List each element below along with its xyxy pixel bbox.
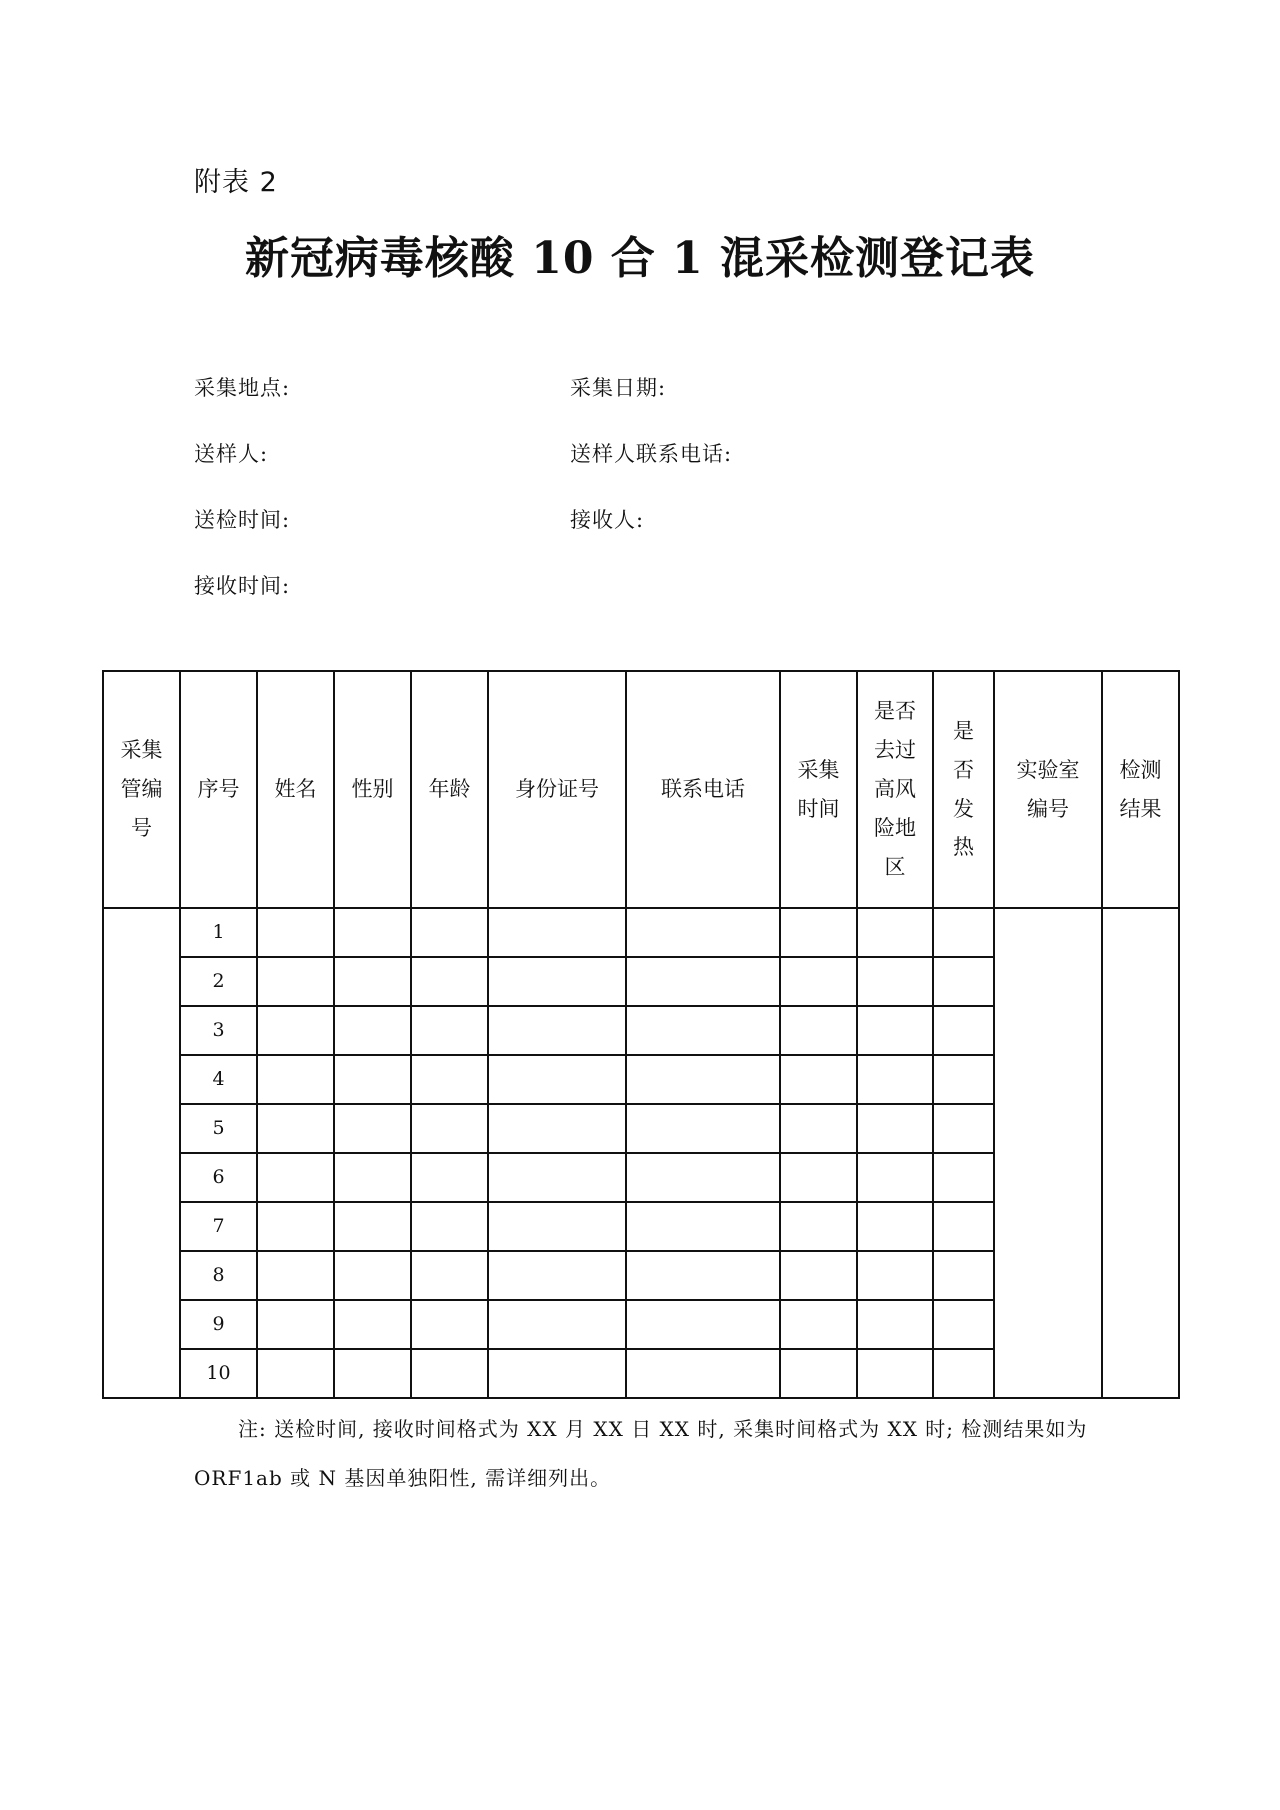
cell-id-number[interactable] bbox=[488, 1006, 626, 1055]
cell-fever[interactable] bbox=[933, 1153, 994, 1202]
cell-collection-time[interactable] bbox=[780, 1251, 857, 1300]
cell-name[interactable] bbox=[257, 1153, 334, 1202]
cell-gender[interactable] bbox=[334, 1104, 411, 1153]
cell-fever[interactable] bbox=[933, 1349, 994, 1398]
cell-gender[interactable] bbox=[334, 1006, 411, 1055]
cell-high-risk-area[interactable] bbox=[857, 957, 933, 1006]
cell-collection-time[interactable] bbox=[780, 1153, 857, 1202]
cell-gender[interactable] bbox=[334, 957, 411, 1006]
footnote: 注: 送检时间, 接收时间格式为 XX 月 XX 日 XX 时, 采集时间格式为 XX 时; 检测结果如为 ORF1ab 或 N 基因单独阳性, 需详细列出。 bbox=[194, 1417, 1088, 1490]
cell-serial: 4 bbox=[180, 1055, 257, 1104]
cell-phone[interactable] bbox=[626, 1153, 780, 1202]
cell-high-risk-area[interactable] bbox=[857, 1055, 933, 1104]
cell-age[interactable] bbox=[411, 957, 488, 1006]
cell-gender[interactable] bbox=[334, 908, 411, 957]
header-phone: 联系电话 bbox=[626, 671, 780, 908]
cell-serial: 8 bbox=[180, 1251, 257, 1300]
cell-name[interactable] bbox=[257, 1300, 334, 1349]
cell-gender[interactable] bbox=[334, 1300, 411, 1349]
cell-serial: 6 bbox=[180, 1153, 257, 1202]
header-id-number: 身份证号 bbox=[488, 671, 626, 908]
cell-age[interactable] bbox=[411, 1251, 488, 1300]
cell-age[interactable] bbox=[411, 1104, 488, 1153]
cell-age[interactable] bbox=[411, 1006, 488, 1055]
cell-gender[interactable] bbox=[334, 1055, 411, 1104]
cell-fever[interactable] bbox=[933, 1300, 994, 1349]
header-test-result: 检测结果 bbox=[1102, 671, 1179, 908]
field-send-time: 送检时间: bbox=[194, 508, 291, 532]
form-title: 新冠病毒核酸 10 合 1 混采检测登记表 bbox=[244, 233, 1036, 284]
cell-id-number[interactable] bbox=[488, 1349, 626, 1398]
cell-high-risk-area[interactable] bbox=[857, 1349, 933, 1398]
cell-name[interactable] bbox=[257, 1251, 334, 1300]
cell-name[interactable] bbox=[257, 1202, 334, 1251]
cell-id-number[interactable] bbox=[488, 1300, 626, 1349]
cell-serial: 7 bbox=[180, 1202, 257, 1251]
cell-id-number[interactable] bbox=[488, 1055, 626, 1104]
cell-gender[interactable] bbox=[334, 1153, 411, 1202]
cell-high-risk-area[interactable] bbox=[857, 908, 933, 957]
cell-phone[interactable] bbox=[626, 1300, 780, 1349]
cell-high-risk-area[interactable] bbox=[857, 1153, 933, 1202]
cell-id-number[interactable] bbox=[488, 957, 626, 1006]
cell-phone[interactable] bbox=[626, 957, 780, 1006]
cell-serial: 1 bbox=[180, 908, 257, 957]
cell-phone[interactable] bbox=[626, 908, 780, 957]
cell-phone[interactable] bbox=[626, 1251, 780, 1300]
header-collection-time: 采集时间 bbox=[780, 671, 857, 908]
cell-collection-time[interactable] bbox=[780, 1104, 857, 1153]
cell-serial: 3 bbox=[180, 1006, 257, 1055]
header-tube-number: 采集管编号 bbox=[103, 671, 180, 908]
cell-id-number[interactable] bbox=[488, 1202, 626, 1251]
cell-fever[interactable] bbox=[933, 1006, 994, 1055]
cell-serial: 9 bbox=[180, 1300, 257, 1349]
cell-name[interactable] bbox=[257, 1104, 334, 1153]
cell-age[interactable] bbox=[411, 1153, 488, 1202]
cell-phone[interactable] bbox=[626, 1104, 780, 1153]
registration-table bbox=[102, 670, 1180, 1399]
cell-serial: 10 bbox=[180, 1349, 257, 1398]
cell-high-risk-area[interactable] bbox=[857, 1300, 933, 1349]
table-header-row bbox=[103, 671, 1179, 908]
header-fever: 是否发热 bbox=[933, 671, 994, 908]
cell-fever[interactable] bbox=[933, 1251, 994, 1300]
cell-name[interactable] bbox=[257, 1006, 334, 1055]
cell-high-risk-area[interactable] bbox=[857, 1251, 933, 1300]
cell-high-risk-area[interactable] bbox=[857, 1202, 933, 1251]
cell-collection-time[interactable] bbox=[780, 1006, 857, 1055]
cell-id-number[interactable] bbox=[488, 1153, 626, 1202]
cell-collection-time[interactable] bbox=[780, 1202, 857, 1251]
cell-fever[interactable] bbox=[933, 957, 994, 1006]
header-gender: 性别 bbox=[334, 671, 411, 908]
cell-name[interactable] bbox=[257, 908, 334, 957]
cell-lab-number[interactable] bbox=[994, 908, 1102, 1398]
cell-high-risk-area[interactable] bbox=[857, 1104, 933, 1153]
cell-phone[interactable] bbox=[626, 1006, 780, 1055]
cell-fever[interactable] bbox=[933, 1202, 994, 1251]
cell-fever[interactable] bbox=[933, 1055, 994, 1104]
cell-phone[interactable] bbox=[626, 1349, 780, 1398]
cell-serial: 2 bbox=[180, 957, 257, 1006]
cell-age[interactable] bbox=[411, 1202, 488, 1251]
cell-name[interactable] bbox=[257, 1055, 334, 1104]
cell-test-result[interactable] bbox=[1102, 908, 1179, 1398]
appendix-label: 附表 2 bbox=[194, 167, 278, 198]
field-sender: 送样人: bbox=[194, 442, 269, 466]
field-receive-time: 接收时间: bbox=[194, 574, 291, 598]
header-serial-number: 序号 bbox=[180, 671, 257, 908]
header-name: 姓名 bbox=[257, 671, 334, 908]
cell-gender[interactable] bbox=[334, 1202, 411, 1251]
cell-collection-time[interactable] bbox=[780, 1300, 857, 1349]
cell-collection-time[interactable] bbox=[780, 957, 857, 1006]
cell-id-number[interactable] bbox=[488, 908, 626, 957]
table-row bbox=[103, 908, 1179, 957]
cell-gender[interactable] bbox=[334, 1251, 411, 1300]
cell-name[interactable] bbox=[257, 1349, 334, 1398]
cell-serial: 5 bbox=[180, 1104, 257, 1153]
field-sender-phone: 送样人联系电话: bbox=[570, 442, 733, 466]
field-collection-location: 采集地点: bbox=[194, 376, 291, 400]
cell-age[interactable] bbox=[411, 908, 488, 957]
cell-fever[interactable] bbox=[933, 1104, 994, 1153]
cell-id-number[interactable] bbox=[488, 1251, 626, 1300]
header-lab-number: 实验室编号 bbox=[994, 671, 1102, 908]
cell-gender[interactable] bbox=[334, 1349, 411, 1398]
cell-age[interactable] bbox=[411, 1349, 488, 1398]
cell-age[interactable] bbox=[411, 1300, 488, 1349]
cell-phone[interactable] bbox=[626, 1202, 780, 1251]
cell-id-number[interactable] bbox=[488, 1104, 626, 1153]
cell-age[interactable] bbox=[411, 1055, 488, 1104]
cell-high-risk-area[interactable] bbox=[857, 1006, 933, 1055]
field-receiver: 接收人: bbox=[570, 508, 645, 532]
cell-tube-number[interactable] bbox=[103, 908, 180, 1398]
cell-collection-time[interactable] bbox=[780, 1055, 857, 1104]
header-high-risk-area: 是否去过高风险地区 bbox=[857, 671, 933, 908]
cell-name[interactable] bbox=[257, 957, 334, 1006]
cell-collection-time[interactable] bbox=[780, 1349, 857, 1398]
header-age: 年龄 bbox=[411, 671, 488, 908]
cell-collection-time[interactable] bbox=[780, 908, 857, 957]
cell-fever[interactable] bbox=[933, 908, 994, 957]
field-collection-date: 采集日期: bbox=[570, 376, 667, 400]
cell-phone[interactable] bbox=[626, 1055, 780, 1104]
